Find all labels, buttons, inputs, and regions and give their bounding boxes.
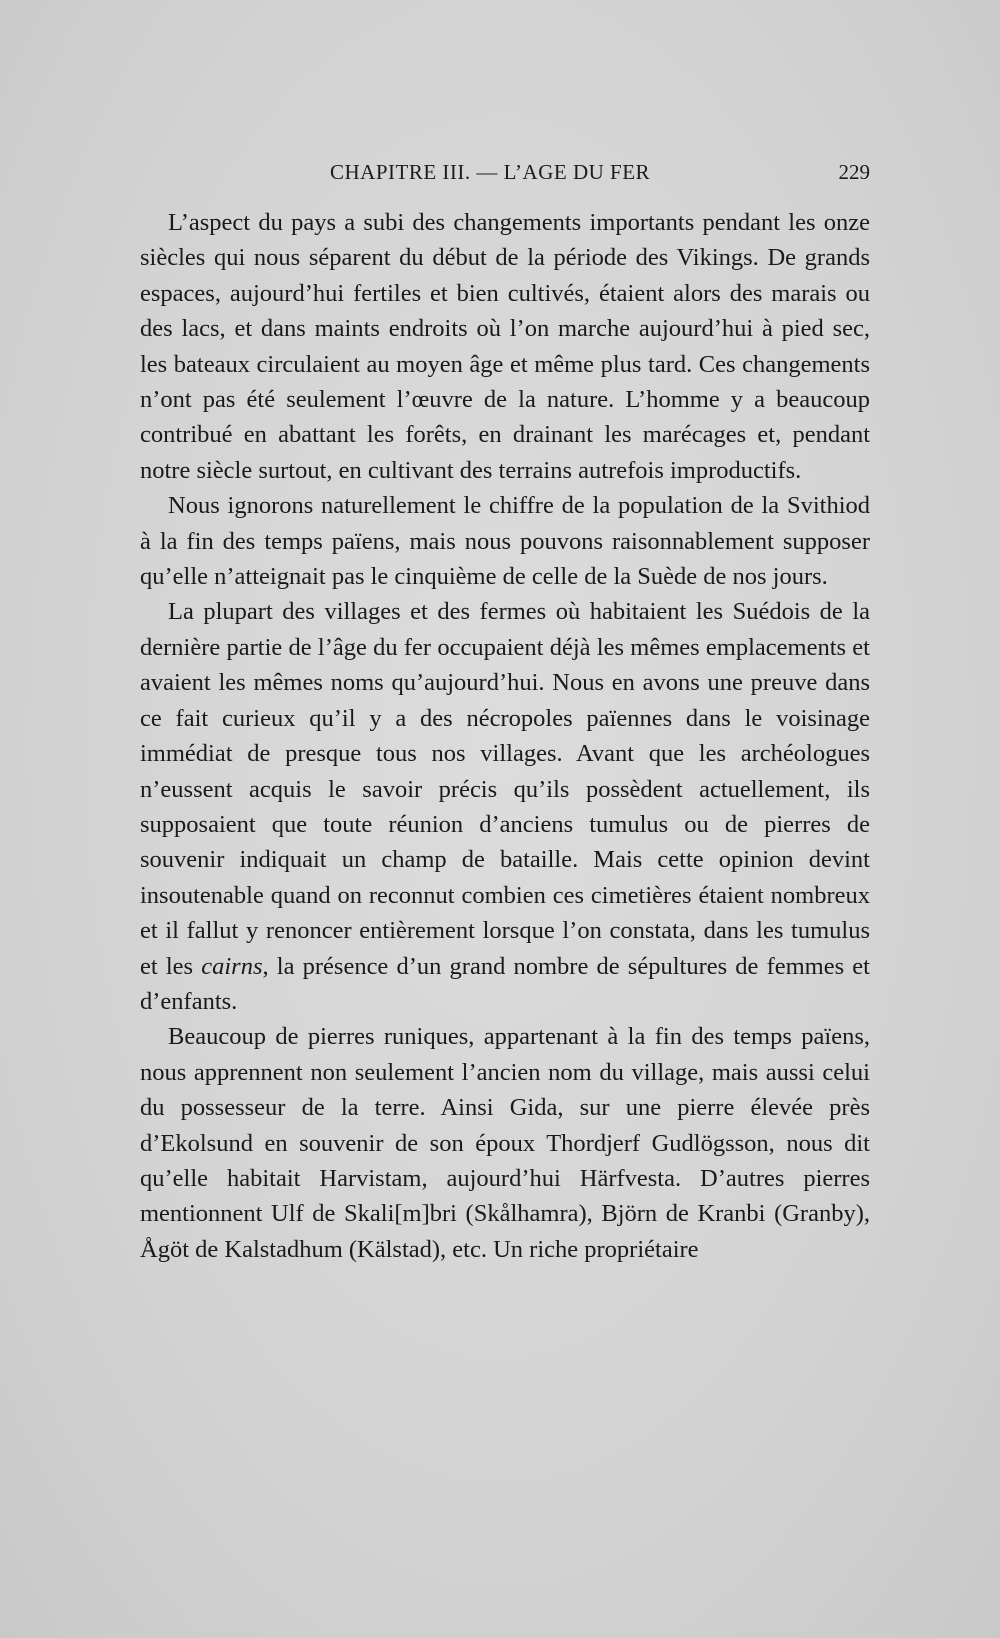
paragraph-text: La plupart des villages et des fermes où habitaient les Suédois de la dernière partie de l’âge du fer occupaient déjà les mêmes emplacements et avaient les mêmes noms qu’aujourd’hui. Nous en avons une preuve dans ce fait curieux qu’il y a des nécropoles païennes dans le voisinage immédiat de presque tous nos villages. Avant que les archéologues n’eussent acquis le savoir précis qu’ils possèdent actuellement, ils supposaient que toute réunion d’anciens tumulus ou de pierres de souvenir indiquait un champ de bataille. Mais cette opinion devint insoutenable quand on reconnut combien ces cimetières étaient nombreux et il fallut y renoncer entièrement lorsque l’on constata, dans les tumulus et les — [140, 598, 870, 980]
italic-term: cairns — [201, 952, 263, 980]
paragraph: L’aspect du pays a subi des changements importants pendant les onze siècles qui nous séparent du début de la période des Vikings. De grands espaces, aujourd’hui fertiles et bien cultivés, étaient alors des marais ou des lacs, et dans maints endroits où l’on marche aujourd’hui à pied sec, les bateaux circulaient au moyen âge et même plus tard. Ces changements n’ont pas été seulement l’œuvre de la nature. L’homme y a beaucoup contribué en abattant les forêts, en drainant les marécages et, pendant notre siècle surtout, en cultivant des terrains autrefois improductifs. — [140, 209, 870, 484]
paragraph-text: , la présence d’un grand nombre de sépultures de femmes et d’enfants. — [140, 952, 870, 1015]
running-title: CHAPITRE III. — L’AGE DU FER — [330, 160, 651, 184]
paragraph: Nous ignorons naturellement le chiffre de la population de la Svithiod à la fin des temps païens, mais nous pouvons raisonnablement supposer qu’elle n’atteignait pas le cinquième de celle de la Suède de nos jours. — [140, 492, 870, 591]
paragraph — [140, 594, 870, 1019]
page-number: 229 — [838, 160, 870, 184]
body-text — [140, 205, 870, 1267]
paragraph: Beaucoup de pierres runiques, appartenant à la fin des temps païens, nous apprennent non seulement l’ancien nom du village, mais aussi celui du possesseur de la terre. Ainsi Gida, sur une pierre élevée près d’Ekolsund en souvenir de son époux Thordjerf Gudlögsson, nous dit qu’elle habitait Harvistam, aujourd’hui Härfvesta. D’autres pierres mentionnent Ulf de Skali[m]bri (Skålhamra), Björn de Kranbi (Granby), Ågöt de Kalstadhum (Kälstad), etc. Un riche propriétaire — [140, 1023, 870, 1263]
page-header — [140, 160, 870, 192]
